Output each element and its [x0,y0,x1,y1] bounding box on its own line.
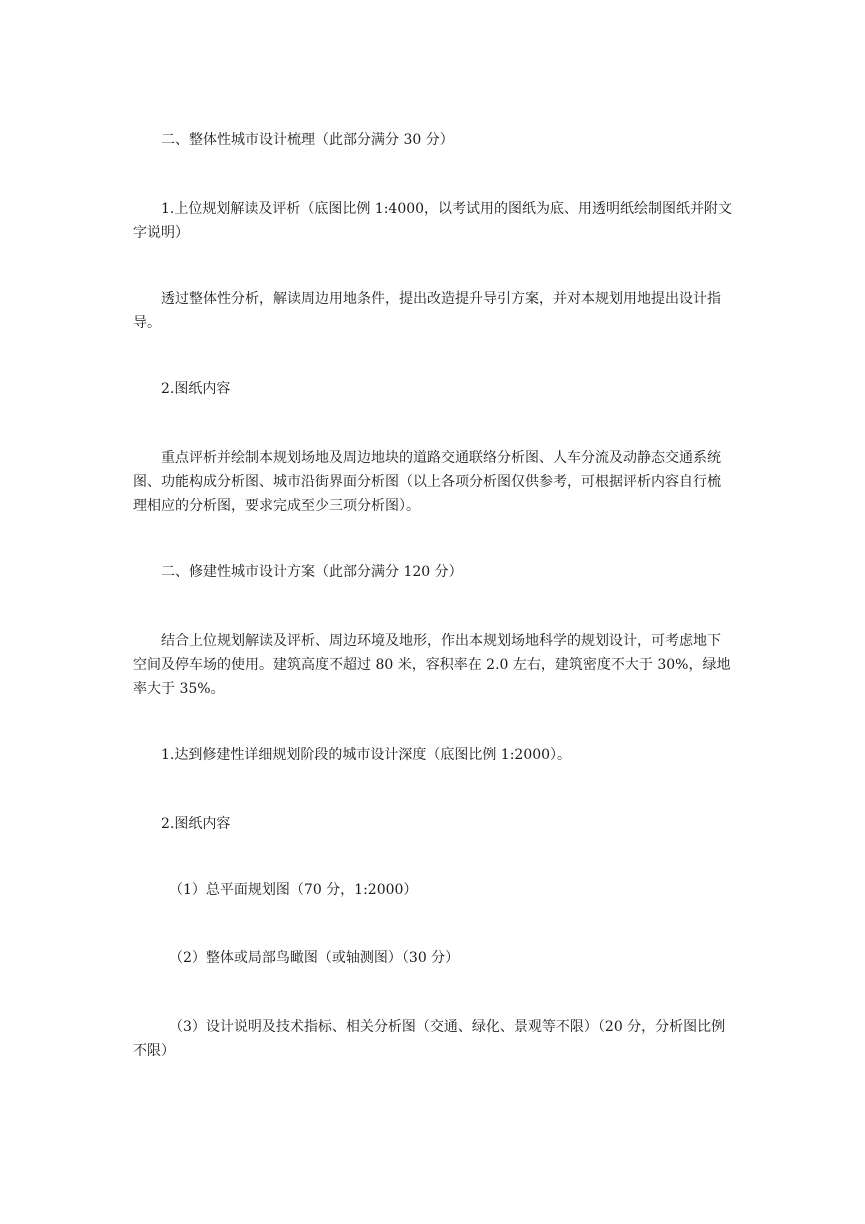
list-item-master-plan: （1）总平面规划图（70 分，1:2000） [169,882,418,898]
paragraph-overall-analysis: 透过整体性分析，解读周边用地条件，提出改造提升导引方案，并对本规划用地提出设计指导。 [133,291,721,331]
paragraph-upper-plan-interpretation: 1.上位规划解读及评析（底图比例 1:4000，以考试用的图纸为底、用透明纸绘制图纸并附文字说明） [133,201,733,241]
section-heading-detailed-design: 二、修建性城市设计方案（此部分满分 120 分） [161,564,463,580]
section-heading-overall-design: 二、整体性城市设计梳理（此部分满分 30 分） [161,132,454,148]
paragraph-planning-design-requirements: 结合上位规划解读及评析、周边环境及地形，作出本规划场地科学的规划设计，可考虑地下空间及停车场的使用。建筑高度不超过 80 米，容积率在 2.0 左右，建筑密度不大于 30%，绿地率大于 35%。 [133,633,731,697]
paragraph-drawing-content-2: 2.图纸内容 [161,816,231,832]
list-item-aerial-view: （2）整体或局部鸟瞰图（或轴测图）（30 分） [169,950,460,966]
list-item-design-description: （3）设计说明及技术指标、相关分析图（交通、绿化、景观等不限）（20 分，分析图比例不限） [133,1019,726,1059]
paragraph-drawing-content-1: 2.图纸内容 [161,381,231,397]
paragraph-analysis-diagrams: 重点评析并绘制本规划场地及周边地块的道路交通联络分析图、人车分流及动静态交通系统图、功能构成分析图、城市沿街界面分析图（以上各项分析图仅供参考，可根据评析内容自行梳理相应的分析图，要求完成至少三项分析图）。 [133,450,721,514]
paragraph-design-depth: 1.达到修建性详细规划阶段的城市设计深度（底图比例 1:2000）。 [161,747,572,763]
